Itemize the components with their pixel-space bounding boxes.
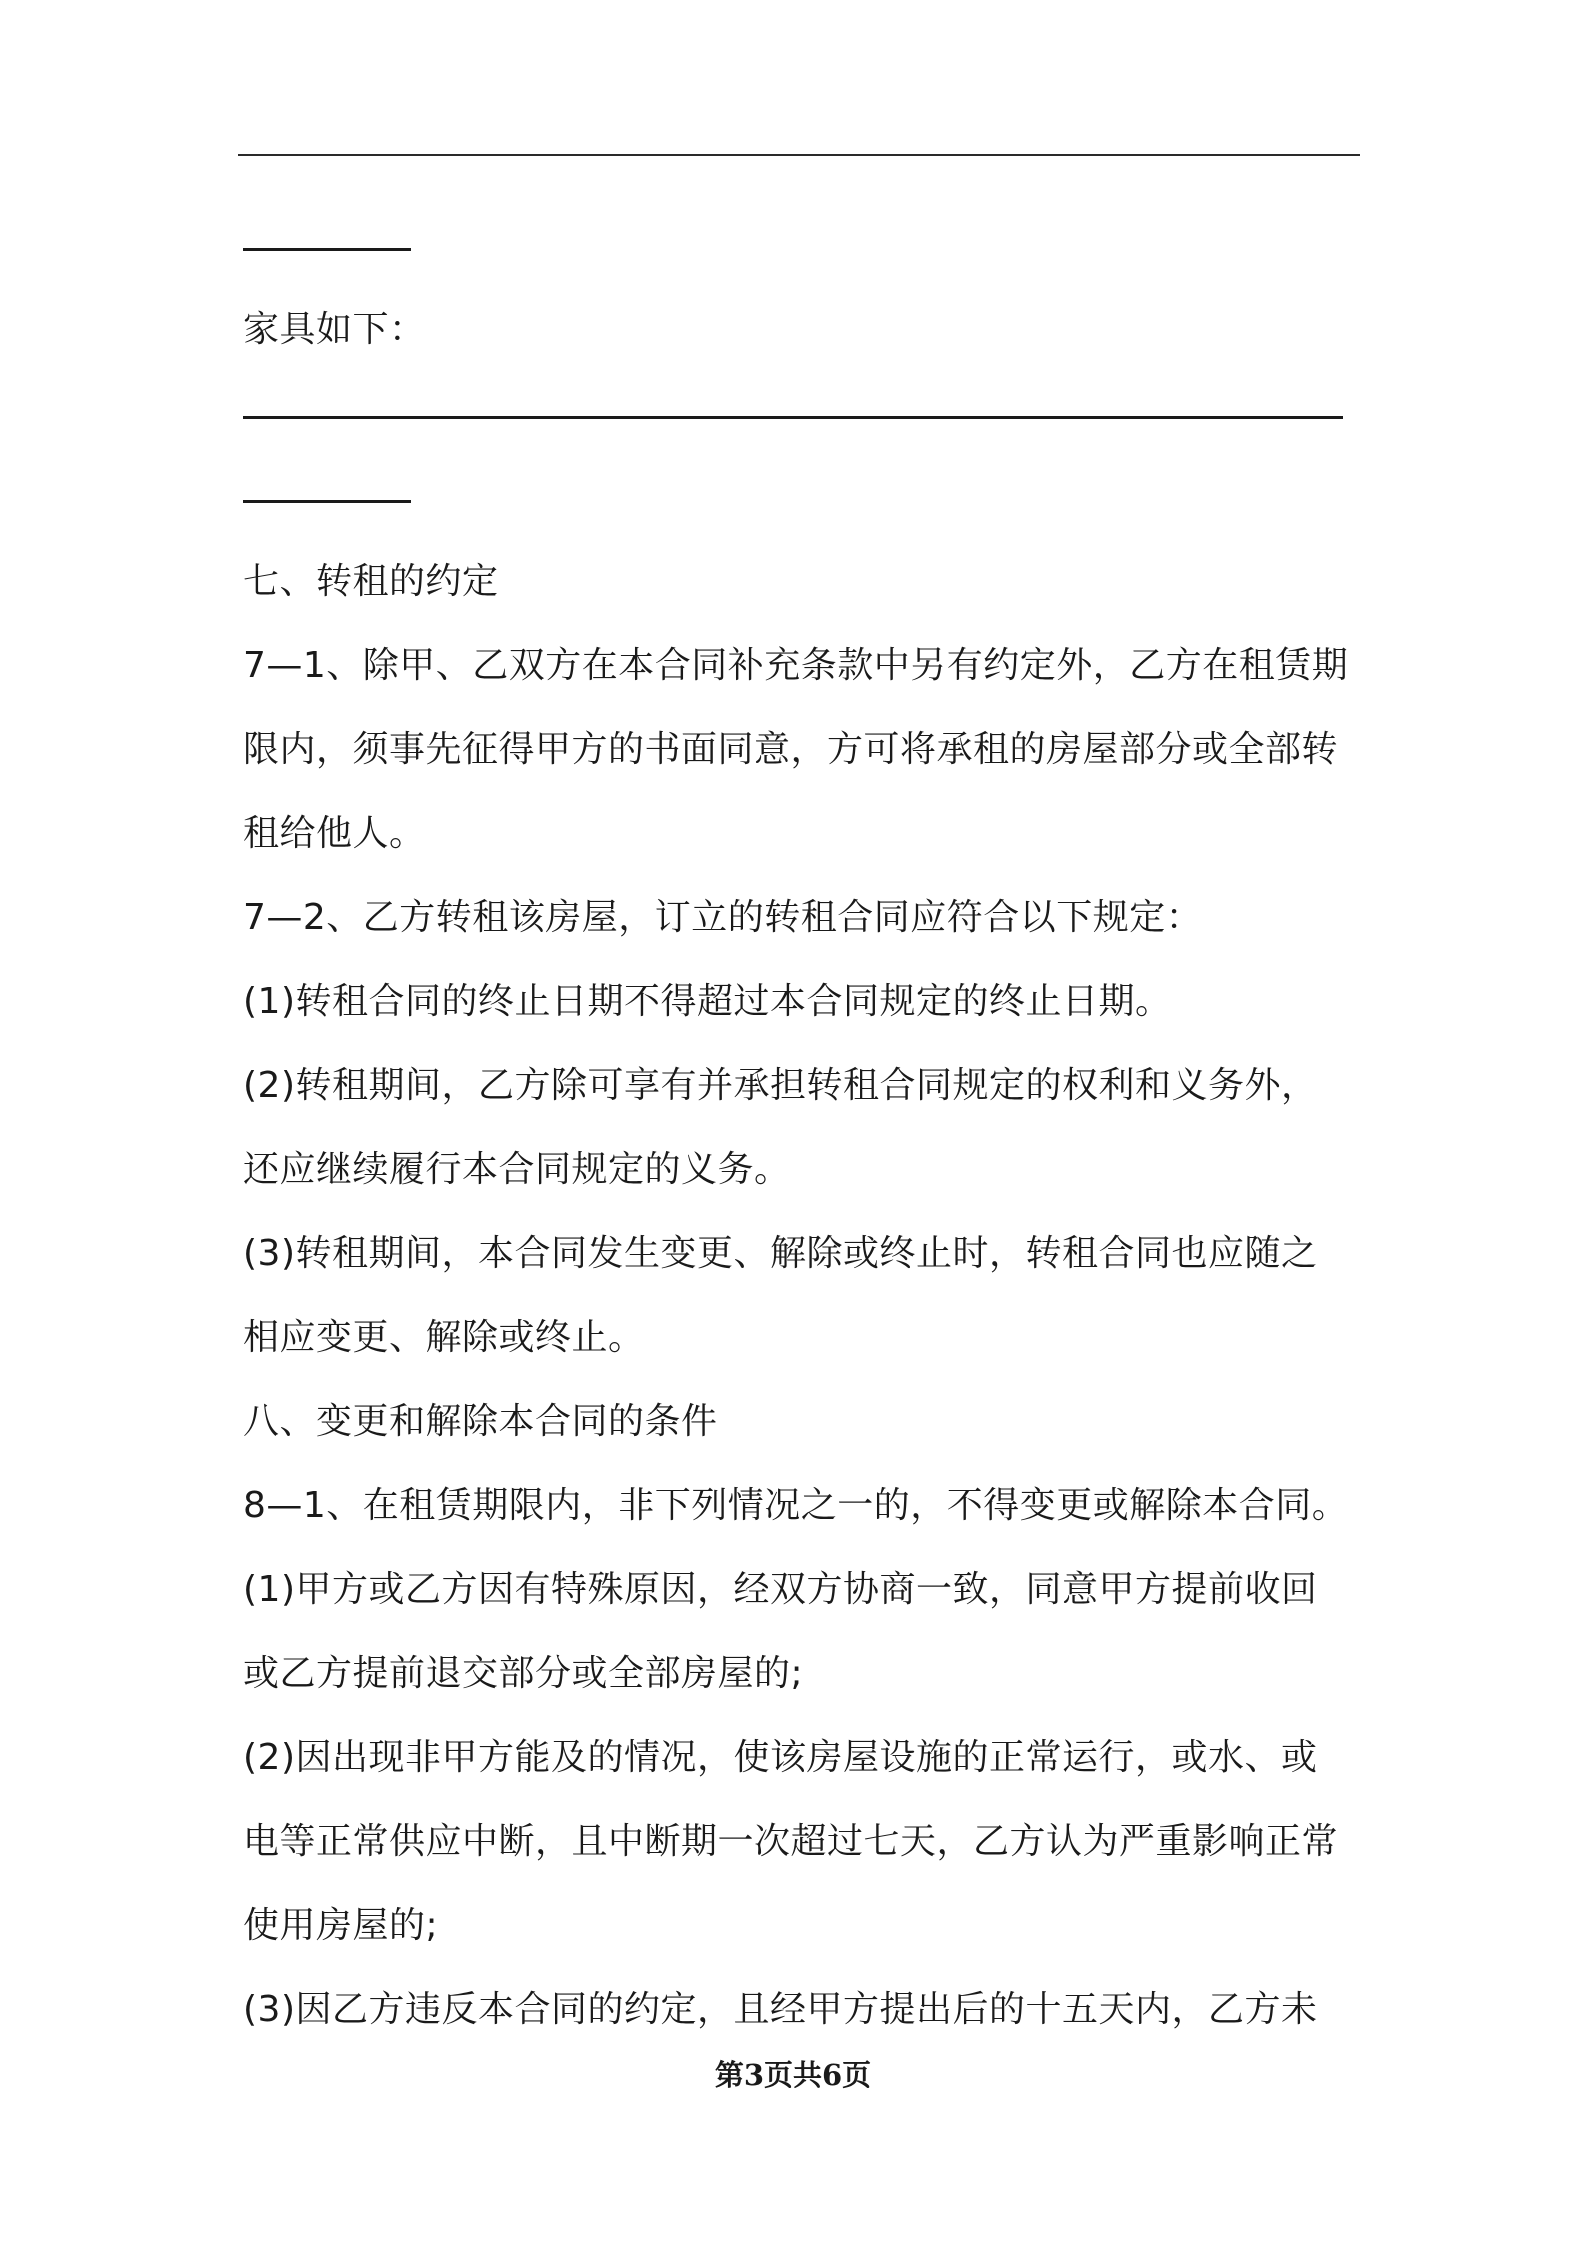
furniture-label: 家具如下： [243,309,426,350]
fill-in-blank [243,372,1363,456]
paragraph-line: 使用房屋的; [243,1905,439,1946]
blank-underline [243,416,1343,419]
section-heading-termination: 八、变更和解除本合同的条件 [243,1401,718,1442]
section-heading-sublease: 七、转租的约定 [243,561,499,602]
header-rule [238,154,1360,156]
paragraph-line: (2)转租期间，乙方除可享有并承担转租合同规定的权利和义务外， [243,1065,1318,1106]
fill-in-blank [243,204,1363,288]
paragraph-line: 7—1、除甲、乙双方在本合同补充条款中另有约定外，乙方在租赁期 [243,645,1349,686]
blank-underline [243,248,411,251]
paragraph-line: 或乙方提前退交部分或全部房屋的; [243,1653,804,1694]
blank-underline [243,500,411,503]
paragraph-line: 相应变更、解除或终止。 [243,1317,645,1358]
paragraph-line: (1)甲方或乙方因有特殊原因，经双方协商一致，同意甲方提前收回 [243,1569,1318,1610]
paragraph-line: (2)因出现非甲方能及的情况，使该房屋设施的正常运行，或水、或 [243,1737,1318,1778]
paragraph-line: 8—1、在租赁期限内，非下列情况之一的，不得变更或解除本合同。 [243,1485,1349,1526]
paragraph-line: (3)转租期间，本合同发生变更、解除或终止时，转租合同也应随之 [243,1233,1318,1274]
page-number: 第3页共6页 [714,2058,872,2092]
paragraph-line: 7—2、乙方转租该房屋，订立的转租合同应符合以下规定： [243,897,1203,938]
document-body [243,204,1363,2052]
paragraph-line: 还应继续履行本合同规定的义务。 [243,1149,791,1190]
paragraph-line: (1)转租合同的终止日期不得超过本合同规定的终止日期。 [243,981,1172,1022]
paragraph-line: 电等正常供应中断，且中断期一次超过七天，乙方认为严重影响正常 [243,1821,1339,1862]
paragraph-line: (3)因乙方违反本合同的约定，且经甲方提出后的十五天内，乙方未 [243,1989,1318,2030]
paragraph-line: 租给他人。 [243,813,426,854]
paragraph-line: 限内，须事先征得甲方的书面同意，方可将承租的房屋部分或全部转 [243,729,1339,770]
fill-in-blank [243,456,1363,540]
